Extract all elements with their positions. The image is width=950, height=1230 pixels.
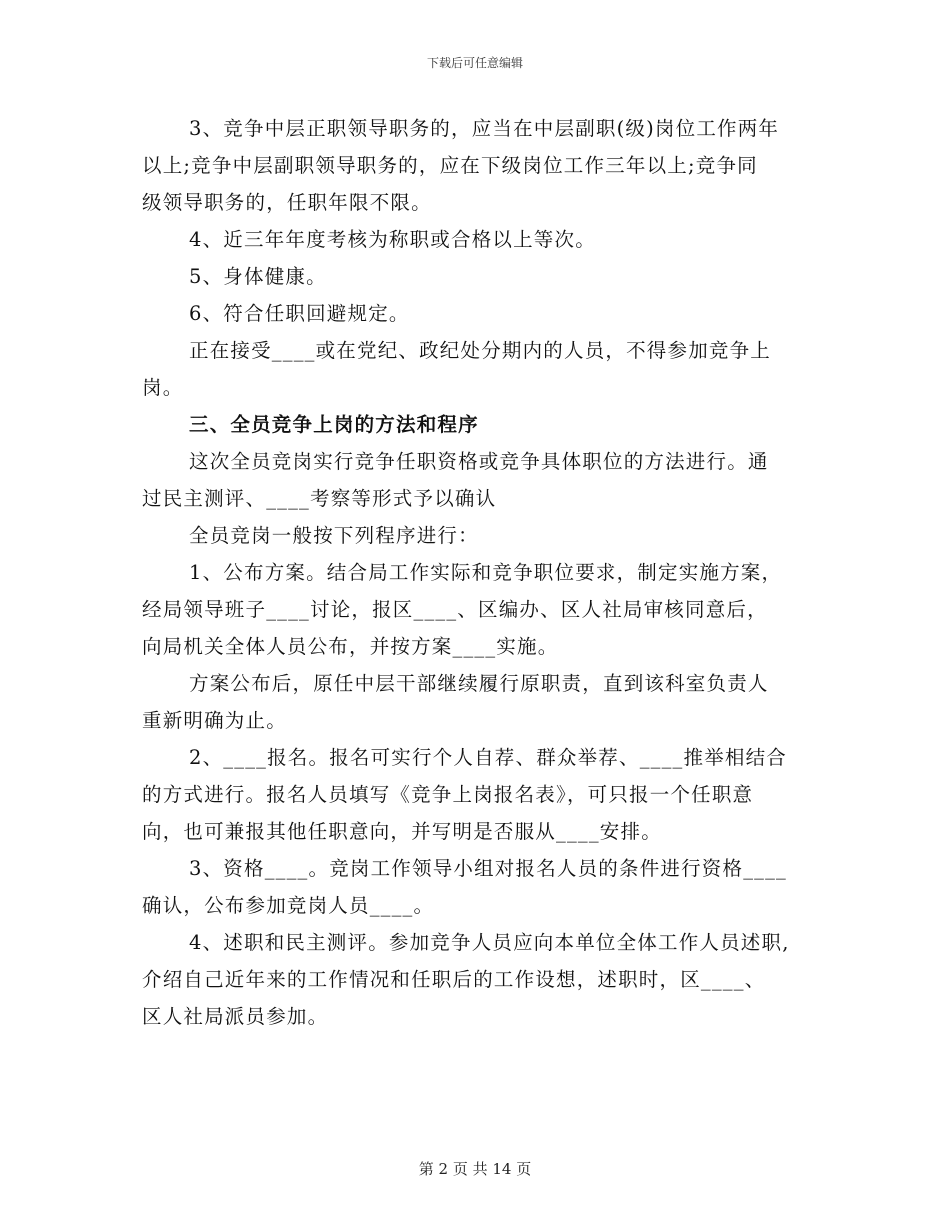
text-line: 三、全员竞争上岗的方法和程序 [189, 413, 479, 436]
paragraph-step-4 [142, 924, 818, 1035]
paragraph-procedure-intro [142, 517, 818, 554]
text-line: 4、述职和民主测评。参加竞争人员应向本单位全体工作人员述职, [189, 931, 790, 954]
document-body [142, 110, 818, 1035]
text-line: 过民主测评、____考察等形式予以确认 [142, 487, 497, 510]
text-line: 全员竞岗一般按下列程序进行： [189, 524, 479, 547]
paragraph-exclusion [142, 332, 818, 406]
text-line: 以上;竞争中层副职领导职务的，应在下级岗位工作三年以上;竞争同 [142, 154, 758, 177]
text-line: 级领导职务的，任职年限不限。 [142, 191, 432, 214]
text-line: 区人社局派员参加。 [142, 1005, 329, 1028]
text-line: 向，也可兼报其他任职意向，并写明是否服从____安排。 [142, 820, 662, 843]
page-footer: 第 2 页 共 14 页 [418, 1160, 532, 1178]
text-line: 正在接受____或在党纪、政纪处分期内的人员，不得参加竞争上 [189, 339, 772, 362]
text-line: 介绍自己近年来的工作情况和任职后的工作设想，述职时，区____、 [142, 968, 766, 991]
paragraph-qualification-5 [142, 258, 818, 295]
text-line: 向局机关全体人员公布，并按方案____实施。 [142, 635, 559, 658]
paragraph-qualification-3 [142, 110, 818, 221]
paragraph-step-3 [142, 850, 818, 924]
paragraph-qualification-4 [142, 221, 818, 258]
text-line: 1、公布方案。结合局工作实际和竞争职位要求，制定实施方案， [189, 561, 783, 584]
paragraph-method [142, 443, 818, 517]
section-heading [142, 406, 818, 443]
text-line: 方案公布后，原任中层干部继续履行原职责，直到该科室负责人 [189, 672, 769, 695]
text-line: 5、身体健康。 [189, 265, 327, 288]
text-line: 4、近三年年度考核为称职或合格以上等次。 [189, 228, 596, 251]
text-line: 岗。 [142, 376, 184, 399]
text-line: 2、____报名。报名可实行个人自荐、群众举荐、____推举相结合 [189, 746, 788, 769]
paragraph-step-1-note [142, 665, 818, 739]
page-header: 下载后可任意编辑 [426, 56, 523, 70]
text-line: 重新明确为止。 [142, 709, 287, 732]
text-line: 3、竞争中层正职领导职务的，应当在中层副职(级)岗位工作两年 [189, 117, 780, 140]
text-line: 确认，公布参加竞岗人员____。 [142, 894, 435, 917]
text-line: 3、资格____。竞岗工作领导小组对报名人员的条件进行资格____ [189, 857, 788, 880]
paragraph-qualification-6 [142, 295, 818, 332]
paragraph-step-1 [142, 554, 818, 665]
text-line: 这次全员竞岗实行竞争任职资格或竞争具体职位的方法进行。通 [189, 450, 769, 473]
paragraph-step-2 [142, 739, 818, 850]
text-line: 经局领导班子____讨论，报区____、区编办、区人社局审核同意后， [142, 598, 768, 621]
text-line: 6、符合任职回避规定。 [189, 302, 410, 325]
text-line: 的方式进行。报名人员填写《竞争上岗报名表》，可只报一个任职意 [142, 783, 754, 806]
